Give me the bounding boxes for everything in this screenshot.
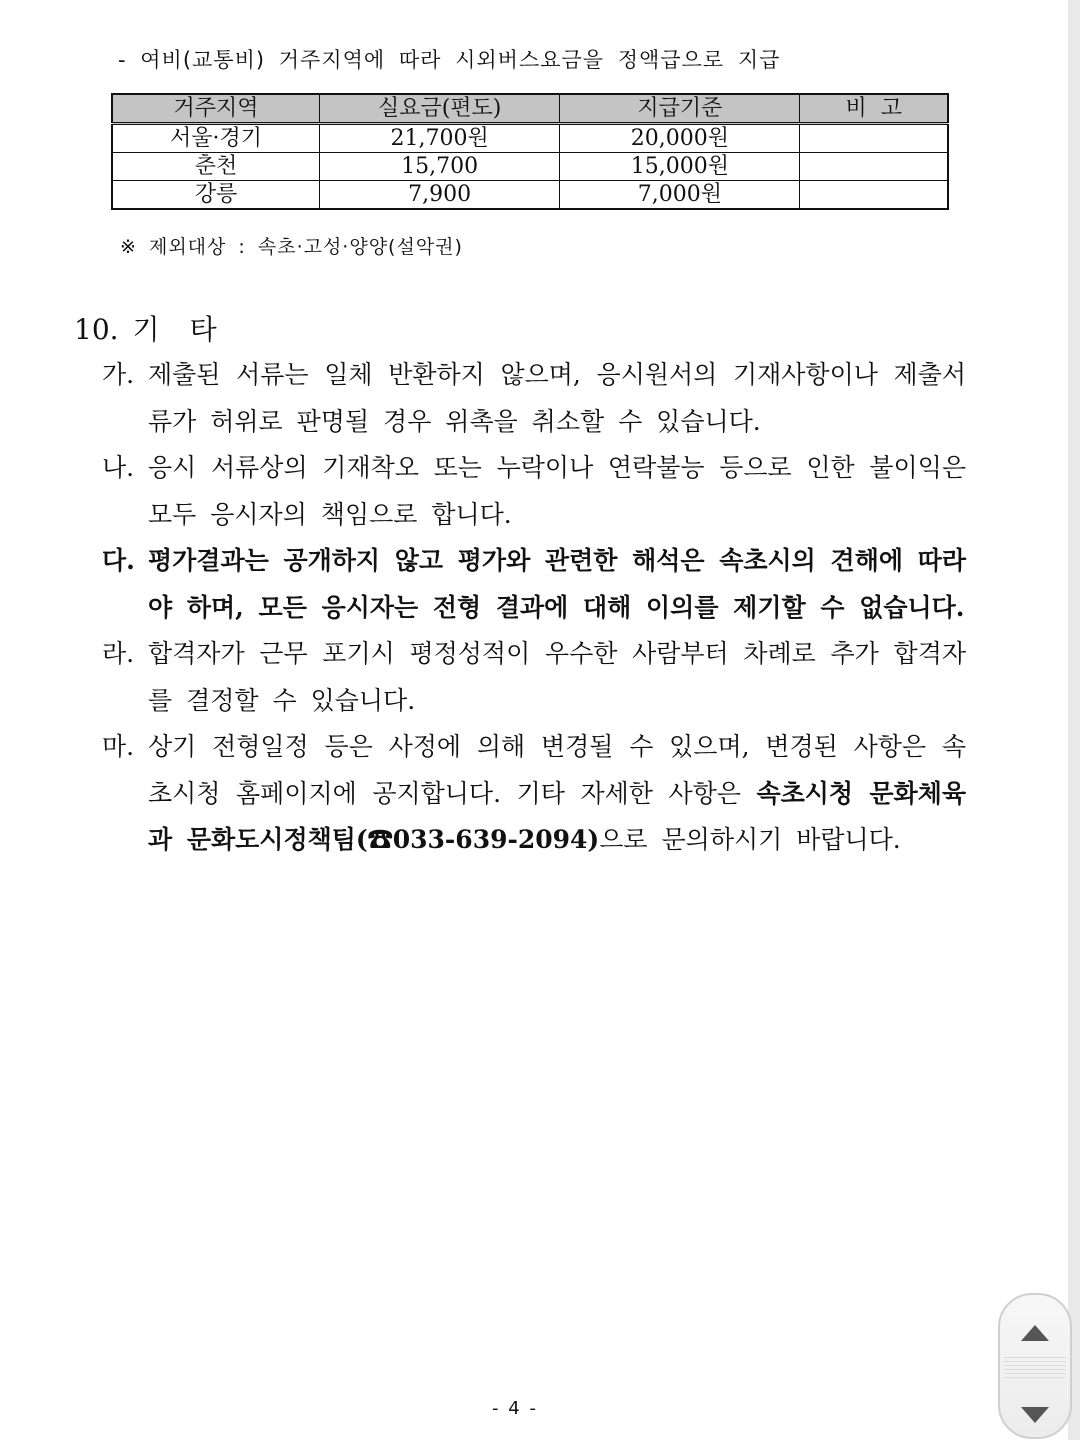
table-row	[112, 124, 948, 153]
item-marker: 가.	[102, 360, 135, 389]
scroll-up-button[interactable]	[1000, 1309, 1070, 1355]
exclusion-note: ※ 제외대상 : 속초·고성·양양(설악권)	[120, 236, 463, 258]
scroll-control	[998, 1293, 1072, 1439]
item-marker: 다.	[102, 546, 135, 575]
table-cell: 서울·경기	[112, 124, 320, 153]
header-cell-region: 거주지역	[112, 94, 320, 124]
header-cell-actual-fare: 실요금(편도)	[320, 94, 560, 124]
table-cell: 강릉	[112, 181, 320, 210]
table-row	[112, 153, 948, 181]
item-marker: 마.	[102, 732, 135, 761]
section-heading	[74, 308, 247, 348]
table-cell: 21,700원	[320, 124, 560, 153]
triangle-down-icon	[1000, 1395, 1070, 1440]
notice-list	[102, 352, 966, 864]
list-item	[102, 724, 966, 864]
list-item	[102, 445, 966, 538]
table-row	[112, 181, 948, 210]
table-header-row	[112, 94, 948, 124]
triangle-up-icon	[1000, 1309, 1070, 1355]
item-text: 합격자가 근무 포기시 평정성적이 우수한 사람부터 차례로 추가 합격자를 결정할 수 있습니다.	[148, 639, 966, 715]
list-item-emphasized	[102, 538, 966, 631]
fare-table	[111, 93, 949, 210]
table-cell: 춘천	[112, 153, 320, 181]
scroll-grip[interactable]	[1004, 1357, 1066, 1381]
table-cell	[800, 181, 948, 210]
table-cell	[800, 153, 948, 181]
scroll-down-button[interactable]	[1000, 1395, 1070, 1440]
table-cell	[800, 124, 948, 153]
item-marker: 나.	[102, 453, 135, 482]
header-cell-remarks: 비 고	[800, 94, 948, 124]
section-title: 기타	[132, 313, 247, 346]
table-cell: 20,000원	[560, 124, 800, 153]
header-cell-payment-standard: 지급기준	[560, 94, 800, 124]
section-number: 10.	[74, 313, 119, 346]
table-cell: 15,000원	[560, 153, 800, 181]
contact-info: 속초시청 문화체육과 문화도시정책팀(☎033-639-2094)	[148, 778, 967, 854]
item-text: 제출된 서류는 일체 반환하지 않으며, 응시원서의 기재사항이나 제출서류가 허위로 판명될 경우 위촉을 취소할 수 있습니다.	[148, 360, 966, 436]
table-cell: 7,000원	[560, 181, 800, 210]
list-item	[102, 631, 966, 724]
page-edge	[1068, 0, 1080, 1440]
table-cell: 7,900	[320, 181, 560, 210]
item-text: 응시 서류상의 기재착오 또는 누락이나 연락불능 등으로 인한 불이익은 모두 응시자의 책임으로 합니다.	[148, 453, 966, 529]
item-marker: 라.	[102, 639, 135, 668]
item-text: 으로 문의하시기 바랍니다.	[599, 825, 901, 854]
travel-expense-note: - 여비(교통비) 거주지역에 따라 시외버스요금을 정액급으로 지급	[118, 48, 781, 72]
table-cell: 15,700	[320, 153, 560, 181]
item-text: 평가결과는 공개하지 않고 평가와 관련한 해석은 속초시의 견해에 따라야 하며, 모든 응시자는 전형 결과에 대해 이의를 제기할 수 없습니다.	[148, 546, 966, 622]
list-item	[102, 352, 966, 445]
item-text: 상기 전형일정 등은 사정에 의해 변경될 수 있으며, 변경된 사항은 속초시청 홈페이지에 공지합니다. 기타 자세한 사항은	[148, 732, 966, 808]
page-number: - 4 -	[492, 1398, 538, 1419]
